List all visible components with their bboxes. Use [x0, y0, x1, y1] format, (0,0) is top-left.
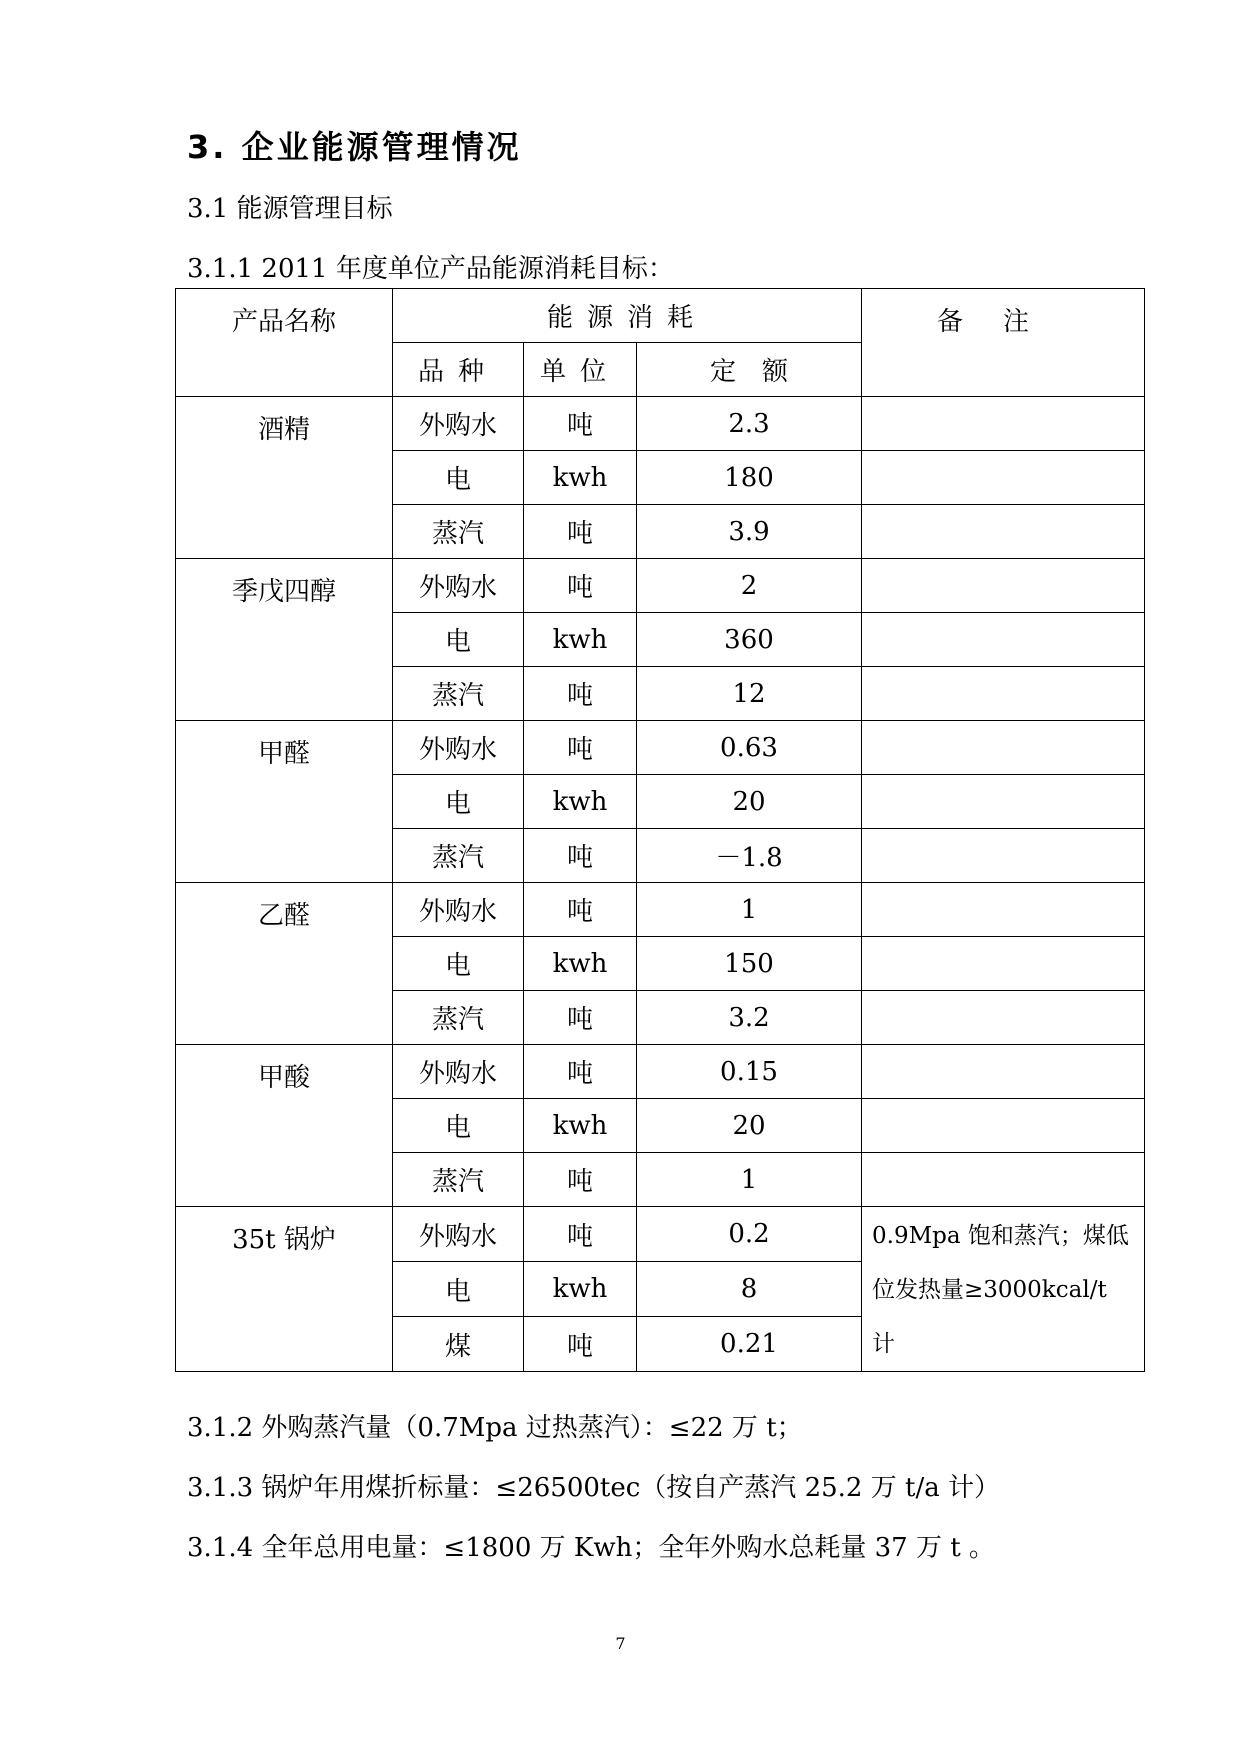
unit-cell: 吨	[524, 1045, 637, 1099]
unit-cell: 吨	[524, 721, 637, 775]
kind-cell: 蒸汽	[393, 991, 524, 1045]
unit-cell: 吨	[524, 829, 637, 883]
quota-cell: 150	[637, 937, 862, 991]
quota-cell: 12	[637, 667, 862, 721]
kind-cell: 电	[393, 775, 524, 829]
unit-cell: 吨	[524, 505, 637, 559]
note-cell	[862, 397, 1145, 451]
product-name-cell: 酒精	[176, 397, 393, 559]
product-name-cell: 甲酸	[176, 1045, 393, 1207]
product-name-cell: 35t 锅炉	[176, 1207, 393, 1372]
subsection-title: 3.1 能源管理目标	[187, 194, 393, 224]
quota-cell: 20	[637, 775, 862, 829]
kind-cell: 电	[393, 937, 524, 991]
para-3-1-4: 3.1.4 全年总用电量：≤1800 万 Kwh；全年外购水总耗量 37 万 t 。	[187, 1533, 995, 1563]
unit-cell: 吨	[524, 559, 637, 613]
product-name-cell: 季戊四醇	[176, 559, 393, 721]
note-cell	[862, 505, 1145, 559]
table-row	[176, 721, 1145, 775]
table-row	[176, 883, 1145, 937]
table-row	[176, 397, 1145, 451]
note-cell	[862, 1153, 1145, 1207]
unit-cell: 吨	[524, 883, 637, 937]
note-cell	[862, 667, 1145, 721]
kind-cell: 电	[393, 1262, 524, 1317]
quota-cell: 0.21	[637, 1317, 862, 1372]
energy-consumption-table	[175, 288, 1145, 1372]
table-title: 3.1.1 2011 年度单位产品能源消耗目标：	[187, 254, 674, 284]
kind-cell: 蒸汽	[393, 667, 524, 721]
unit-cell: 吨	[524, 667, 637, 721]
para-3-1-2: 3.1.2 外购蒸汽量（0.7Mpa 过热蒸汽）：≤22 万 t；	[187, 1413, 803, 1443]
unit-cell: 吨	[524, 991, 637, 1045]
unit-cell: 吨	[524, 1207, 637, 1262]
quota-cell: 3.9	[637, 505, 862, 559]
quota-cell: 0.2	[637, 1207, 862, 1262]
page-number: 7	[615, 1634, 626, 1653]
kind-cell: 煤	[393, 1317, 524, 1372]
note-cell	[862, 559, 1145, 613]
kind-cell: 电	[393, 1099, 524, 1153]
kind-cell: 外购水	[393, 559, 524, 613]
product-name-cell: 甲醛	[176, 721, 393, 883]
header-kind: 品种	[393, 343, 524, 397]
quota-cell: －1.8	[637, 829, 862, 883]
header-row-1	[176, 289, 1145, 343]
quota-cell: 2	[637, 559, 862, 613]
note-cell	[862, 937, 1145, 991]
note-cell	[862, 1045, 1145, 1099]
note-cell	[862, 451, 1145, 505]
table-row	[176, 559, 1145, 613]
header-quota: 定 额	[637, 343, 862, 397]
unit-cell: 吨	[524, 1153, 637, 1207]
note-cell: 0.9Mpa 饱和蒸汽；煤低位发热量≥3000kcal/t 计	[862, 1207, 1145, 1372]
note-cell	[862, 1099, 1145, 1153]
unit-cell: kwh	[524, 1262, 637, 1317]
table-row	[176, 1045, 1145, 1099]
quota-cell: 8	[637, 1262, 862, 1317]
kind-cell: 蒸汽	[393, 505, 524, 559]
product-name-cell: 乙醛	[176, 883, 393, 1045]
quota-cell: 1	[637, 1153, 862, 1207]
note-cell	[862, 613, 1145, 667]
header-product: 产品名称	[176, 289, 393, 397]
unit-cell: kwh	[524, 937, 637, 991]
unit-cell: 吨	[524, 1317, 637, 1372]
quota-cell: 1	[637, 883, 862, 937]
section-heading: 3. 企业能源管理情况	[187, 128, 522, 166]
unit-cell: kwh	[524, 775, 637, 829]
kind-cell: 外购水	[393, 1207, 524, 1262]
quota-cell: 20	[637, 1099, 862, 1153]
header-unit: 单位	[524, 343, 637, 397]
unit-cell: kwh	[524, 613, 637, 667]
kind-cell: 电	[393, 451, 524, 505]
kind-cell: 外购水	[393, 397, 524, 451]
kind-cell: 蒸汽	[393, 1153, 524, 1207]
quota-cell: 0.15	[637, 1045, 862, 1099]
quota-cell: 360	[637, 613, 862, 667]
unit-cell: 吨	[524, 397, 637, 451]
kind-cell: 蒸汽	[393, 829, 524, 883]
unit-cell: kwh	[524, 1099, 637, 1153]
kind-cell: 外购水	[393, 721, 524, 775]
note-cell	[862, 883, 1145, 937]
quota-cell: 3.2	[637, 991, 862, 1045]
note-cell	[862, 775, 1145, 829]
quota-cell: 0.63	[637, 721, 862, 775]
unit-cell: kwh	[524, 451, 637, 505]
header-energy-group: 能源消耗	[393, 289, 862, 343]
header-note: 备注	[862, 289, 1145, 397]
note-cell	[862, 829, 1145, 883]
note-cell	[862, 991, 1145, 1045]
para-3-1-3: 3.1.3 锅炉年用煤折标量：≤26500tec（按自产蒸汽 25.2 万 t/a 计）	[187, 1473, 1000, 1503]
table-row	[176, 1207, 1145, 1262]
quota-cell: 2.3	[637, 397, 862, 451]
note-cell	[862, 721, 1145, 775]
quota-cell: 180	[637, 451, 862, 505]
kind-cell: 电	[393, 613, 524, 667]
kind-cell: 外购水	[393, 883, 524, 937]
kind-cell: 外购水	[393, 1045, 524, 1099]
